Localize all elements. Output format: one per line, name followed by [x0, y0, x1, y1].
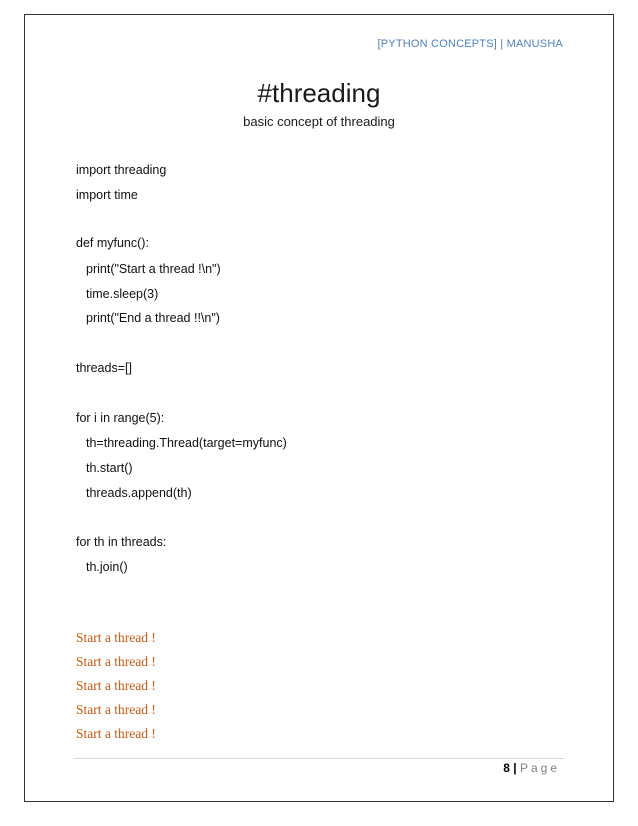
- running-header: [PYTHON CONCEPTS] | MANUSHA: [377, 38, 563, 50]
- code-line: time.sleep(3): [86, 287, 159, 301]
- page-subtitle: basic concept of threading: [243, 114, 395, 129]
- code-line: def myfunc():: [76, 236, 149, 250]
- page-title: #threading: [257, 78, 381, 108]
- code-line: th=threading.Thread(target=myfunc): [86, 436, 287, 450]
- output-line: Start a thread !: [76, 630, 156, 645]
- code-line: import threading: [76, 163, 167, 177]
- code-line: threads=[]: [76, 361, 132, 375]
- code-line: import time: [76, 188, 138, 202]
- page-number: 8: [503, 761, 510, 775]
- page-label: Page: [519, 761, 560, 775]
- code-line: th.start(): [86, 461, 133, 475]
- code-line: for th in threads:: [76, 535, 167, 549]
- output-line: Start a thread !: [76, 702, 156, 717]
- code-line: print("Start a thread !\n"): [86, 262, 221, 276]
- footer-separator: |: [513, 761, 517, 775]
- page-footer: [503, 761, 560, 775]
- code-line: print("End a thread !!\n"): [86, 311, 220, 325]
- code-line: for i in range(5):: [76, 411, 165, 425]
- output-line: Start a thread !: [76, 726, 156, 741]
- code-line: th.join(): [86, 560, 128, 574]
- footer-divider: [74, 758, 564, 759]
- output-line: Start a thread !: [76, 678, 156, 693]
- code-line: threads.append(th): [86, 486, 192, 500]
- output-line: Start a thread !: [76, 654, 156, 669]
